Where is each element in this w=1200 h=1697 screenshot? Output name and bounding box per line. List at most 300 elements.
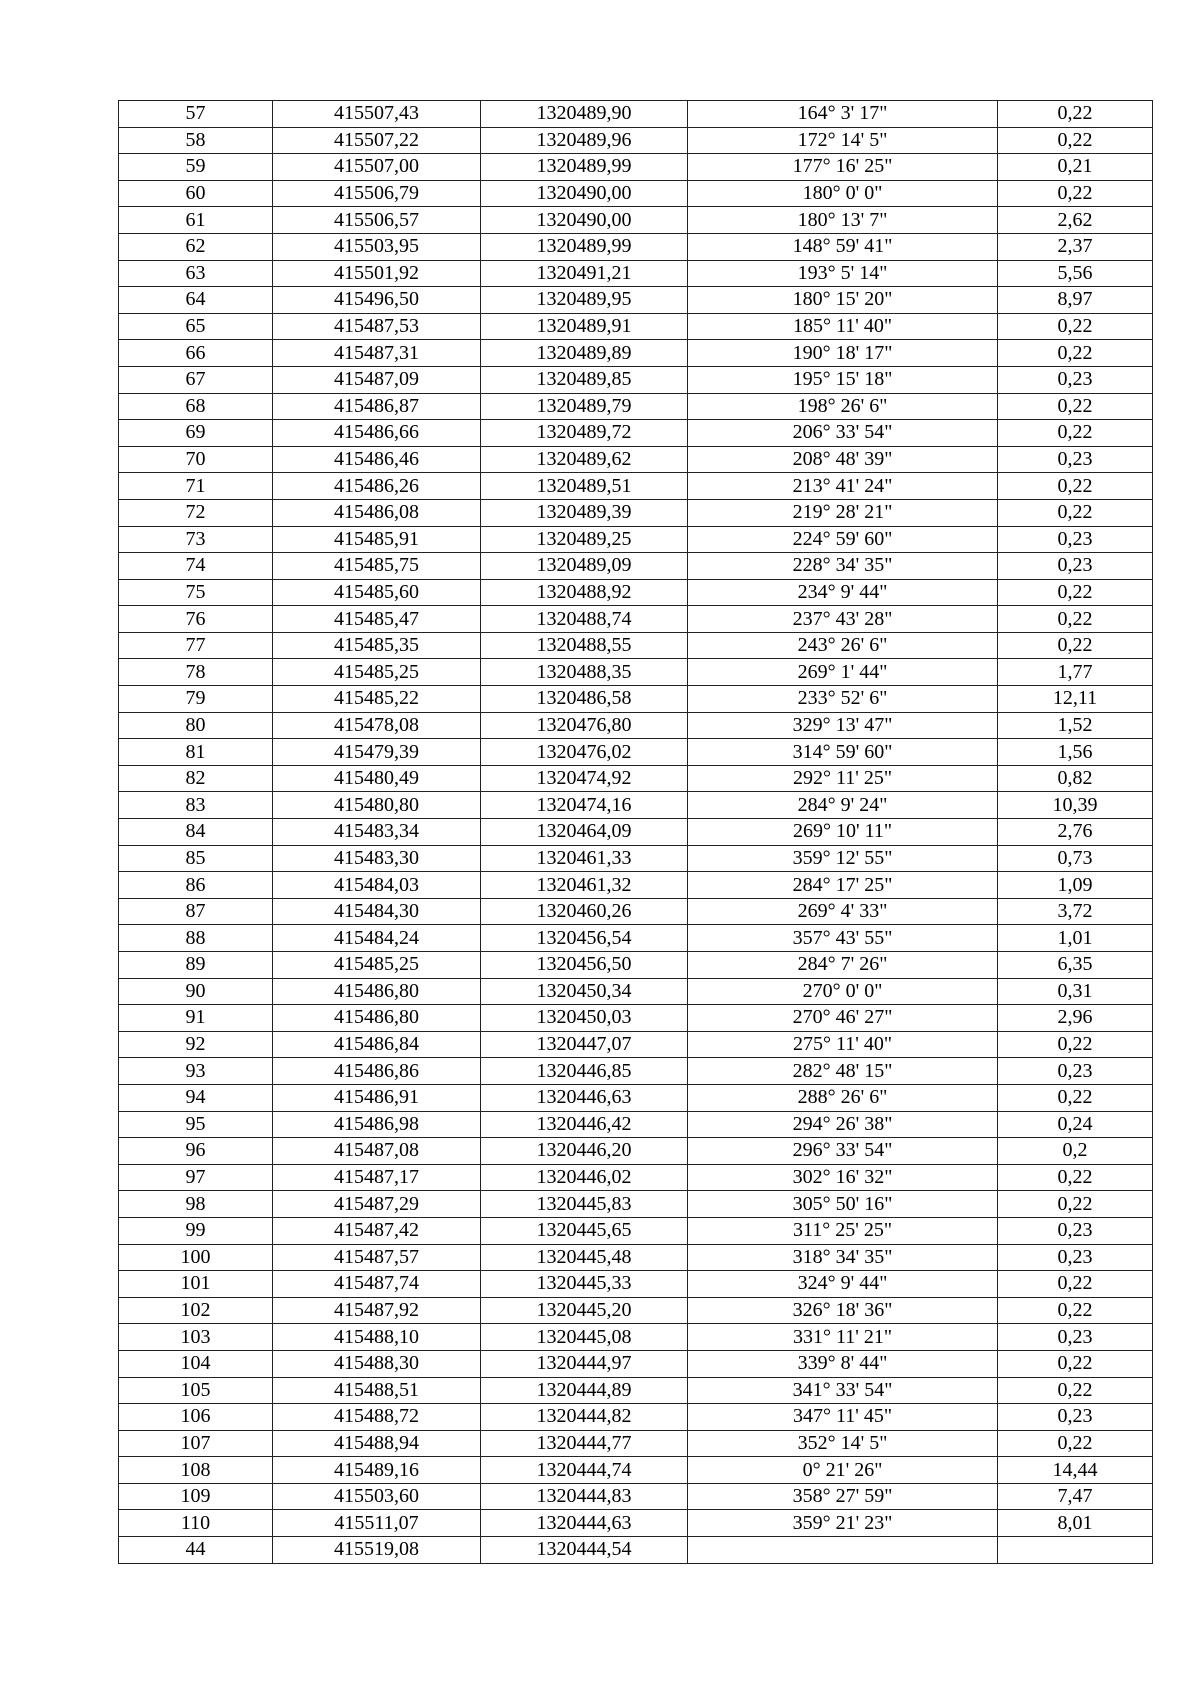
y-coordinate-cell: 1320488,55 [481,632,688,659]
distance-cell: 0,2 [998,1138,1153,1165]
table-row [119,952,1153,979]
x-coordinate-cell: 415511,07 [273,1510,481,1537]
direction-angle-cell: 233° 52' 6" [688,686,998,713]
direction-angle-cell: 341° 33' 54" [688,1377,998,1404]
point-number-cell: 102 [119,1297,273,1324]
point-number-cell: 104 [119,1350,273,1377]
y-coordinate-cell: 1320489,62 [481,446,688,473]
table-row [119,845,1153,872]
point-number-cell: 103 [119,1324,273,1351]
direction-angle-cell: 177° 16' 25" [688,154,998,181]
x-coordinate-cell: 415485,60 [273,579,481,606]
point-number-cell: 97 [119,1164,273,1191]
direction-angle-cell: 339° 8' 44" [688,1350,998,1377]
direction-angle-cell: 243° 26' 6" [688,632,998,659]
direction-angle-cell: 284° 7' 26" [688,952,998,979]
x-coordinate-cell: 415487,92 [273,1297,481,1324]
distance-cell: 0,22 [998,313,1153,340]
x-coordinate-cell: 415487,42 [273,1217,481,1244]
y-coordinate-cell: 1320464,09 [481,819,688,846]
x-coordinate-cell: 415487,17 [273,1164,481,1191]
direction-angle-cell: 208° 48' 39" [688,446,998,473]
direction-angle-cell: 180° 15' 20" [688,287,998,314]
table-row [119,101,1153,128]
point-number-cell: 73 [119,526,273,553]
table-row [119,1324,1153,1351]
distance-cell: 3,72 [998,898,1153,925]
y-coordinate-cell: 1320444,74 [481,1457,688,1484]
table-row [119,526,1153,553]
table-row [119,1350,1153,1377]
direction-angle-cell: 180° 13' 7" [688,207,998,234]
table-row [119,1244,1153,1271]
y-coordinate-cell: 1320446,85 [481,1058,688,1085]
table-row [119,579,1153,606]
distance-cell: 8,01 [998,1510,1153,1537]
point-number-cell: 81 [119,739,273,766]
y-coordinate-cell: 1320489,09 [481,553,688,580]
direction-angle-cell: 237° 43' 28" [688,606,998,633]
y-coordinate-cell: 1320460,26 [481,898,688,925]
x-coordinate-cell: 415486,86 [273,1058,481,1085]
x-coordinate-cell: 415485,22 [273,686,481,713]
table-row [119,1084,1153,1111]
y-coordinate-cell: 1320445,48 [481,1244,688,1271]
point-number-cell: 108 [119,1457,273,1484]
point-number-cell: 65 [119,313,273,340]
x-coordinate-cell: 415519,08 [273,1537,481,1564]
point-number-cell: 61 [119,207,273,234]
distance-cell: 10,39 [998,792,1153,819]
direction-angle-cell: 284° 17' 25" [688,872,998,899]
point-number-cell: 93 [119,1058,273,1085]
x-coordinate-cell: 415483,34 [273,819,481,846]
distance-cell: 0,23 [998,1244,1153,1271]
direction-angle-cell: 180° 0' 0" [688,180,998,207]
table-row [119,260,1153,287]
distance-cell: 0,22 [998,1377,1153,1404]
table-row [119,1217,1153,1244]
y-coordinate-cell: 1320489,72 [481,420,688,447]
distance-cell: 2,96 [998,1005,1153,1032]
point-number-cell: 71 [119,473,273,500]
point-number-cell: 83 [119,792,273,819]
distance-cell: 0,22 [998,1350,1153,1377]
distance-cell: 0,22 [998,632,1153,659]
direction-angle-cell: 269° 4' 33" [688,898,998,925]
y-coordinate-cell: 1320445,33 [481,1271,688,1298]
distance-cell: 0,22 [998,606,1153,633]
table-row [119,180,1153,207]
table-row [119,1297,1153,1324]
point-number-cell: 74 [119,553,273,580]
direction-angle-cell: 198° 26' 6" [688,393,998,420]
direction-angle-cell: 164° 3' 17" [688,101,998,128]
coordinates-table-body [119,101,1153,1564]
point-number-cell: 80 [119,712,273,739]
point-number-cell: 60 [119,180,273,207]
x-coordinate-cell: 415485,47 [273,606,481,633]
distance-cell: 2,76 [998,819,1153,846]
point-number-cell: 67 [119,366,273,393]
y-coordinate-cell: 1320476,02 [481,739,688,766]
y-coordinate-cell: 1320488,35 [481,659,688,686]
x-coordinate-cell: 415480,80 [273,792,481,819]
x-coordinate-cell: 415480,49 [273,765,481,792]
distance-cell: 0,22 [998,1164,1153,1191]
point-number-cell: 58 [119,127,273,154]
y-coordinate-cell: 1320489,96 [481,127,688,154]
distance-cell: 0,22 [998,393,1153,420]
y-coordinate-cell: 1320444,77 [481,1430,688,1457]
x-coordinate-cell: 415506,57 [273,207,481,234]
point-number-cell: 90 [119,978,273,1005]
distance-cell: 0,24 [998,1111,1153,1138]
y-coordinate-cell: 1320489,91 [481,313,688,340]
table-row [119,1510,1153,1537]
direction-angle-cell: 359° 21' 23" [688,1510,998,1537]
y-coordinate-cell: 1320489,90 [481,101,688,128]
table-row [119,659,1153,686]
direction-angle-cell: 288° 26' 6" [688,1084,998,1111]
point-number-cell: 92 [119,1031,273,1058]
x-coordinate-cell: 415503,95 [273,233,481,260]
direction-angle-cell: 358° 27' 59" [688,1483,998,1510]
distance-cell: 0,22 [998,340,1153,367]
y-coordinate-cell: 1320489,25 [481,526,688,553]
point-number-cell: 44 [119,1537,273,1564]
direction-angle-cell: 318° 34' 35" [688,1244,998,1271]
direction-angle-cell: 314° 59' 60" [688,739,998,766]
distance-cell: 0,22 [998,127,1153,154]
distance-cell: 0,22 [998,420,1153,447]
direction-angle-cell: 311° 25' 25" [688,1217,998,1244]
table-row [119,1031,1153,1058]
point-number-cell: 106 [119,1404,273,1431]
point-number-cell: 75 [119,579,273,606]
direction-angle-cell: 347° 11' 45" [688,1404,998,1431]
x-coordinate-cell: 415485,75 [273,553,481,580]
y-coordinate-cell: 1320444,82 [481,1404,688,1431]
point-number-cell: 84 [119,819,273,846]
x-coordinate-cell: 415486,91 [273,1084,481,1111]
direction-angle-cell: 269° 10' 11" [688,819,998,846]
direction-angle-cell: 228° 34' 35" [688,553,998,580]
direction-angle-cell: 331° 11' 21" [688,1324,998,1351]
distance-cell: 0,23 [998,1404,1153,1431]
point-number-cell: 89 [119,952,273,979]
table-row [119,606,1153,633]
y-coordinate-cell: 1320447,07 [481,1031,688,1058]
x-coordinate-cell: 415485,25 [273,659,481,686]
direction-angle-cell: 224° 59' 60" [688,526,998,553]
table-row [119,1377,1153,1404]
x-coordinate-cell: 415487,09 [273,366,481,393]
direction-angle-cell: 269° 1' 44" [688,659,998,686]
table-row [119,446,1153,473]
table-row [119,1138,1153,1165]
y-coordinate-cell: 1320474,16 [481,792,688,819]
y-coordinate-cell: 1320445,65 [481,1217,688,1244]
y-coordinate-cell: 1320491,21 [481,260,688,287]
x-coordinate-cell: 415487,08 [273,1138,481,1165]
direction-angle-cell: 270° 0' 0" [688,978,998,1005]
distance-cell: 0,22 [998,473,1153,500]
distance-cell: 0,23 [998,446,1153,473]
x-coordinate-cell: 415488,51 [273,1377,481,1404]
x-coordinate-cell: 415486,80 [273,1005,481,1032]
table-row [119,154,1153,181]
point-number-cell: 105 [119,1377,273,1404]
direction-angle-cell: 294° 26' 38" [688,1111,998,1138]
point-number-cell: 99 [119,1217,273,1244]
y-coordinate-cell: 1320450,34 [481,978,688,1005]
y-coordinate-cell: 1320444,89 [481,1377,688,1404]
y-coordinate-cell: 1320474,92 [481,765,688,792]
x-coordinate-cell: 415488,10 [273,1324,481,1351]
point-number-cell: 100 [119,1244,273,1271]
direction-angle-cell: 190° 18' 17" [688,340,998,367]
x-coordinate-cell: 415484,03 [273,872,481,899]
x-coordinate-cell: 415486,98 [273,1111,481,1138]
x-coordinate-cell: 415503,60 [273,1483,481,1510]
direction-angle-cell: 270° 46' 27" [688,1005,998,1032]
x-coordinate-cell: 415484,24 [273,925,481,952]
point-number-cell: 68 [119,393,273,420]
direction-angle-cell: 326° 18' 36" [688,1297,998,1324]
point-number-cell: 59 [119,154,273,181]
table-row [119,393,1153,420]
y-coordinate-cell: 1320489,79 [481,393,688,420]
distance-cell: 1,01 [998,925,1153,952]
distance-cell: 0,31 [998,978,1153,1005]
distance-cell: 0,22 [998,180,1153,207]
point-number-cell: 76 [119,606,273,633]
y-coordinate-cell: 1320444,97 [481,1350,688,1377]
point-number-cell: 91 [119,1005,273,1032]
x-coordinate-cell: 415487,31 [273,340,481,367]
y-coordinate-cell: 1320446,42 [481,1111,688,1138]
point-number-cell: 107 [119,1430,273,1457]
y-coordinate-cell: 1320444,83 [481,1483,688,1510]
y-coordinate-cell: 1320490,00 [481,207,688,234]
x-coordinate-cell: 415486,80 [273,978,481,1005]
distance-cell: 0,82 [998,765,1153,792]
distance-cell: 0,23 [998,526,1153,553]
distance-cell: 1,56 [998,739,1153,766]
y-coordinate-cell: 1320488,92 [481,579,688,606]
x-coordinate-cell: 415485,25 [273,952,481,979]
x-coordinate-cell: 415486,46 [273,446,481,473]
x-coordinate-cell: 415507,43 [273,101,481,128]
coordinates-table [118,100,1153,1564]
point-number-cell: 62 [119,233,273,260]
table-row [119,978,1153,1005]
x-coordinate-cell: 415487,74 [273,1271,481,1298]
direction-angle-cell: 0° 21' 26" [688,1457,998,1484]
y-coordinate-cell: 1320489,95 [481,287,688,314]
point-number-cell: 77 [119,632,273,659]
y-coordinate-cell: 1320461,32 [481,872,688,899]
x-coordinate-cell: 415485,91 [273,526,481,553]
x-coordinate-cell: 415488,72 [273,1404,481,1431]
point-number-cell: 78 [119,659,273,686]
y-coordinate-cell: 1320445,20 [481,1297,688,1324]
table-row [119,898,1153,925]
table-row [119,366,1153,393]
point-number-cell: 95 [119,1111,273,1138]
point-number-cell: 109 [119,1483,273,1510]
distance-cell: 8,97 [998,287,1153,314]
y-coordinate-cell: 1320489,85 [481,366,688,393]
distance-cell: 0,73 [998,845,1153,872]
table-row [119,313,1153,340]
table-row [119,1164,1153,1191]
x-coordinate-cell: 415507,22 [273,127,481,154]
table-row [119,1005,1153,1032]
distance-cell: 1,77 [998,659,1153,686]
y-coordinate-cell: 1320490,00 [481,180,688,207]
direction-angle-cell: 324° 9' 44" [688,1271,998,1298]
x-coordinate-cell: 415486,87 [273,393,481,420]
distance-cell: 0,22 [998,499,1153,526]
distance-cell: 0,22 [998,1430,1153,1457]
point-number-cell: 85 [119,845,273,872]
point-number-cell: 69 [119,420,273,447]
x-coordinate-cell: 415486,84 [273,1031,481,1058]
y-coordinate-cell: 1320489,89 [481,340,688,367]
x-coordinate-cell: 415507,00 [273,154,481,181]
y-coordinate-cell: 1320476,80 [481,712,688,739]
direction-angle-cell: 284° 9' 24" [688,792,998,819]
distance-cell: 0,22 [998,101,1153,128]
distance-cell: 6,35 [998,952,1153,979]
direction-angle-cell: 282° 48' 15" [688,1058,998,1085]
direction-angle-cell: 302° 16' 32" [688,1164,998,1191]
x-coordinate-cell: 415487,53 [273,313,481,340]
point-number-cell: 66 [119,340,273,367]
direction-angle-cell: 193° 5' 14" [688,260,998,287]
distance-cell: 0,22 [998,1031,1153,1058]
distance-cell: 0,22 [998,1271,1153,1298]
point-number-cell: 101 [119,1271,273,1298]
table-row [119,499,1153,526]
direction-angle-cell: 213° 41' 24" [688,473,998,500]
x-coordinate-cell: 415488,94 [273,1430,481,1457]
table-row [119,632,1153,659]
distance-cell: 0,23 [998,553,1153,580]
table-row [119,1058,1153,1085]
distance-cell: 0,23 [998,366,1153,393]
distance-cell: 0,23 [998,1324,1153,1351]
direction-angle-cell: 357° 43' 55" [688,925,998,952]
x-coordinate-cell: 415501,92 [273,260,481,287]
y-coordinate-cell: 1320456,54 [481,925,688,952]
point-number-cell: 94 [119,1084,273,1111]
direction-angle-cell: 172° 14' 5" [688,127,998,154]
direction-angle-cell: 234° 9' 44" [688,579,998,606]
x-coordinate-cell: 415483,30 [273,845,481,872]
direction-angle-cell: 305° 50' 16" [688,1191,998,1218]
direction-angle-cell: 206° 33' 54" [688,420,998,447]
x-coordinate-cell: 415488,30 [273,1350,481,1377]
x-coordinate-cell: 415485,35 [273,632,481,659]
y-coordinate-cell: 1320488,74 [481,606,688,633]
point-number-cell: 72 [119,499,273,526]
point-number-cell: 82 [119,765,273,792]
direction-angle-cell [688,1537,998,1564]
distance-cell: 0,23 [998,1058,1153,1085]
table-row [119,925,1153,952]
point-number-cell: 96 [119,1138,273,1165]
x-coordinate-cell: 415506,79 [273,180,481,207]
table-row [119,473,1153,500]
table-row [119,872,1153,899]
y-coordinate-cell: 1320450,03 [481,1005,688,1032]
y-coordinate-cell: 1320489,39 [481,499,688,526]
distance-cell: 0,22 [998,1084,1153,1111]
table-row [119,1111,1153,1138]
direction-angle-cell: 296° 33' 54" [688,1138,998,1165]
y-coordinate-cell: 1320446,20 [481,1138,688,1165]
point-number-cell: 98 [119,1191,273,1218]
distance-cell: 1,52 [998,712,1153,739]
distance-cell: 2,62 [998,207,1153,234]
direction-angle-cell: 352° 14' 5" [688,1430,998,1457]
direction-angle-cell: 148° 59' 41" [688,233,998,260]
table-row [119,1537,1153,1564]
table-row [119,739,1153,766]
y-coordinate-cell: 1320456,50 [481,952,688,979]
table-row [119,1483,1153,1510]
x-coordinate-cell: 415478,08 [273,712,481,739]
y-coordinate-cell: 1320489,99 [481,154,688,181]
distance-cell: 1,09 [998,872,1153,899]
point-number-cell: 70 [119,446,273,473]
direction-angle-cell: 359° 12' 55" [688,845,998,872]
distance-cell: 7,47 [998,1483,1153,1510]
distance-cell: 0,22 [998,1191,1153,1218]
x-coordinate-cell: 415486,66 [273,420,481,447]
x-coordinate-cell: 415486,08 [273,499,481,526]
table-row [119,1404,1153,1431]
y-coordinate-cell: 1320444,63 [481,1510,688,1537]
table-row [119,287,1153,314]
x-coordinate-cell: 415487,29 [273,1191,481,1218]
direction-angle-cell: 195° 15' 18" [688,366,998,393]
x-coordinate-cell: 415486,26 [273,473,481,500]
table-row [119,420,1153,447]
distance-cell: 0,21 [998,154,1153,181]
table-row [119,553,1153,580]
table-row [119,686,1153,713]
y-coordinate-cell: 1320445,08 [481,1324,688,1351]
y-coordinate-cell: 1320489,99 [481,233,688,260]
table-row [119,233,1153,260]
direction-angle-cell: 275° 11' 40" [688,1031,998,1058]
table-row [119,712,1153,739]
table-row [119,1191,1153,1218]
y-coordinate-cell: 1320461,33 [481,845,688,872]
point-number-cell: 86 [119,872,273,899]
x-coordinate-cell: 415479,39 [273,739,481,766]
y-coordinate-cell: 1320446,63 [481,1084,688,1111]
distance-cell: 0,22 [998,1297,1153,1324]
point-number-cell: 57 [119,101,273,128]
direction-angle-cell: 219° 28' 21" [688,499,998,526]
y-coordinate-cell: 1320489,51 [481,473,688,500]
table-row [119,1430,1153,1457]
